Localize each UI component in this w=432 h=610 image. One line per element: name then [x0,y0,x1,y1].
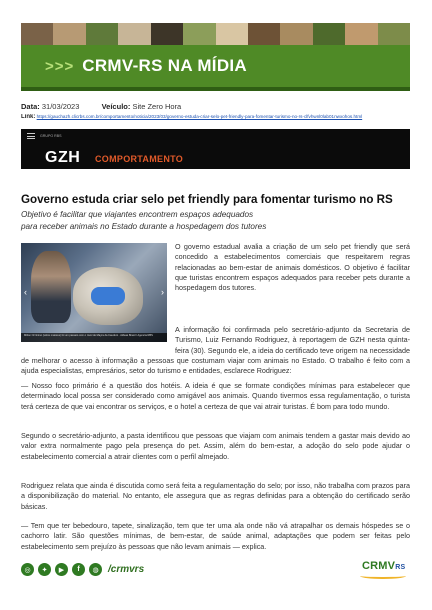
article-headline: Governo estuda criar selo pet friendly para fomentar turismo no RS [21,193,393,206]
instagram-icon[interactable]: ◎ [21,563,34,576]
paragraph-1: O governo estadual avalia a criação de um selo pet friendly que será concedido a estabelecimentos comerciais que respeitarem regras relacionadas ao bem-estar de animais domésticos. O objetivo é facilitar que turistas encontrem espaços adequados para receber pets durante a hospedagem dos tutores. [175,242,410,293]
twitter-icon[interactable]: ✦ [38,563,51,576]
social-handle[interactable]: /crmvrs [108,564,145,575]
crmv-media-banner [21,45,410,91]
date-value: 31/03/2023 [41,102,80,111]
paragraph-4: Segundo o secretário-adjunto, a pasta identificou que pessoas que viajam com animais tendem a gastar mais devido ao valor extra normalmente pago pela presença do pet. Assim, além do bem-estar, a adoção do selo pode ajudar o estabelecimento comercial a atrair clientes com o perfil almejado. [21,431,410,461]
chevron-left-icon[interactable]: ‹ [24,287,27,297]
date-label: Data: [21,102,40,111]
paragraph-3: — Nosso foco primário é a questão dos hotéis. A ideia é que se formate condições mínimas para estabelecer que determinado local possa ser considerado como amigável aos animais. Quando tivermos essa regulamentação, o turista terá certeza de que vai encontrar os serviços, e o hotel a certeza de que vai atrair turistas. É bom para todo mundo. [21,381,410,411]
paragraph-2-continued: de melhorar o acesso à informação a pessoas que costumam viajar com animais no Estado. O trabalho é feito com a ajuda especialistas, empresários, setor do turismo e entidades, esclarece Rodriguez: [21,356,410,376]
header-photo-strip [21,23,410,45]
crmv-logo [356,556,410,584]
brand-small: GRUPO RBS [40,134,62,138]
article-photo [21,243,167,342]
paragraph-5: Rodriguez relata que ainda é discutida como será feita a regulamentação do selo; por isso, não trabalha com prazos para a disponibilização do material. No entanto, ele assegura que as regras definidas para a obtenção do certificado serão básicas. [21,481,410,511]
article-subtitle [21,209,410,233]
source-link[interactable]: https://gauchazh.clicrbs.com.br/comportamento/noticia/2023/03/governo-estuda-criar-selo-pet-friendly-para-fomentar-turismo-no-rs-clfvhwnl0lab01nwxohos.html [36,114,363,119]
menu-icon[interactable] [27,133,35,139]
photo-caption: Milton Orzimino (sobre maiores) foi um passeio com o nível de Mayra da Cauduro · Aldeas Brasil / Agencia RBS [21,333,167,342]
gzh-logo[interactable]: GZH [45,149,81,166]
vehicle-label: Veículo: [101,102,131,111]
footer-social-links [21,563,144,576]
subtitle-line-1: Objetivo é facilitar que viajantes encontrem espaços adequados [21,210,254,219]
photo-glove [91,287,125,305]
banner-arrows: >>> [45,57,75,75]
vehicle-value: Site Zero Hora [132,102,182,111]
logo-wordmark: CRMVRS [362,560,406,572]
youtube-icon[interactable]: ▶ [55,563,68,576]
clipping-meta [21,102,181,111]
chevron-right-icon[interactable]: › [161,287,164,297]
source-link-row [21,114,410,120]
paragraph-2: A informação foi confirmada pelo secretário-adjunto da Secretaria de Turismo, Luiz Fernando Rodriguez, à reportagem de GZH nesta quinta-feira (30). Segundo ele, a ideia do certificado teve origem na necessidade [175,325,410,355]
photo-person [31,251,71,323]
link-label: Link: [21,114,36,120]
gzh-site-header [21,129,410,169]
banner-title: CRMV-RS NA MÍDIA [82,56,248,75]
subtitle-line-2: para receber animais no Estado durante a hospedagem dos tutores [21,222,267,231]
facebook-icon[interactable]: f [72,563,85,576]
globe-icon[interactable]: ◍ [89,563,102,576]
section-label[interactable]: COMPORTAMENTO [95,154,184,164]
paragraph-6: — Tem que ter bebedouro, tapete, sinalização, tem que ter uma ala onde não vá atrapalhar os demais hóspedes se o cachorro latir. São questões mínimas, de bem-estar, de saúde animal, adaptações que podem ser feitas pelo estabelecimento sem prejuízo às pessoas que não levam animais — explica. [21,521,410,551]
logo-swoosh [360,573,406,579]
